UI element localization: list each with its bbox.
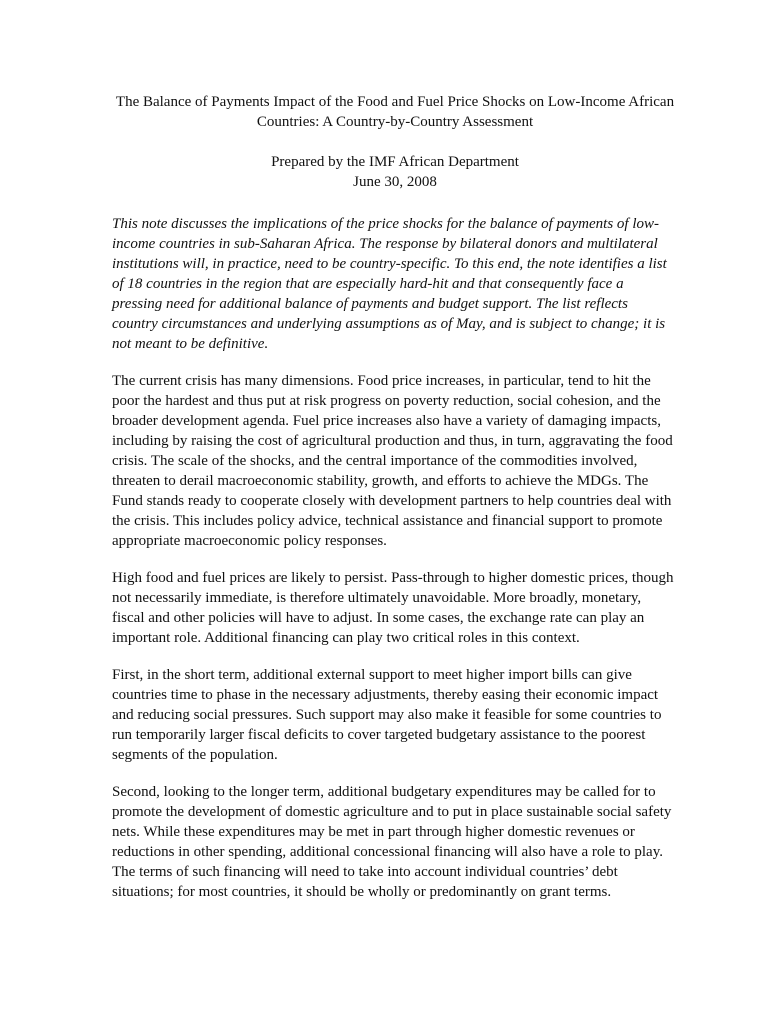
title-line-1: The Balance of Payments Impact of the Food and Fuel Price Shocks on Low-Income African [115, 94, 675, 110]
abstract-line: This note discusses the implications of the price shocks for the balance of payments of low- [112, 216, 660, 232]
paragraph-line: Fund stands ready to cooperate closely with development partners to help countries deal with [112, 493, 672, 509]
paragraph-line: broader development agenda. Fuel price increases also have a variety of damaging impacts, [112, 413, 661, 429]
body-paragraph-2 [112, 568, 678, 648]
paragraph-line: appropriate macroeconomic policy responses. [112, 533, 387, 549]
paragraph-line: The terms of such financing will need to take into account individual countries’ debt [112, 864, 618, 880]
abstract-line: pressing need for additional balance of payments and budget support. The list reflects [112, 296, 628, 312]
abstract-line: country circumstances and underlying assumptions as of May, and is subject to change; it is [112, 316, 666, 332]
paragraph-line: segments of the population. [112, 747, 278, 763]
paragraph-line: High food and fuel prices are likely to persist. Pass-through to higher domestic prices, though [112, 570, 674, 586]
body-paragraph-4 [112, 782, 678, 902]
paragraph-line: The current crisis has many dimensions. Food price increases, in particular, tend to hit the [112, 373, 651, 389]
prepared-by: Prepared by the IMF African Department [271, 154, 519, 170]
paragraph-line: poor the hardest and thus put at risk progress on poverty reduction, social cohesion, and the [112, 393, 661, 409]
paragraph-line: countries time to phase in the necessary adjustments, thereby easing their economic impact [112, 687, 659, 703]
document-date: June 30, 2008 [353, 174, 437, 190]
paragraph-line: threaten to derail macroeconomic stability, growth, and efforts to achieve the MDGs. The [112, 473, 649, 489]
paragraph-line: situations; for most countries, it should be wholly or predominantly on grant terms. [112, 884, 612, 900]
body-paragraph-3 [112, 665, 678, 765]
paragraph-line: the crisis. This includes policy advice, technical assistance and financial support to promote [112, 513, 663, 529]
abstract [112, 214, 678, 354]
paragraph-line: nets. While these expenditures may be met in part through higher domestic revenues or [112, 824, 635, 840]
abstract-line: income countries in sub-Saharan Africa. The response by bilateral donors and multilateral [112, 236, 658, 252]
paragraph-line: crisis. The scale of the shocks, and the central importance of the commodities involved, [112, 453, 638, 469]
paragraph-line: including by raising the cost of agricultural production and thus, in turn, aggravating the food [112, 433, 673, 449]
paragraph-line: fiscal and other policies will have to adjust. In some cases, the exchange rate can play an [112, 610, 645, 626]
paragraph-line: important role. Additional financing can play two critical roles in this context. [112, 630, 580, 646]
paragraph-line: not necessarily immediate, is therefore ultimately unavoidable. More broadly, monetary, [112, 590, 642, 606]
paragraph-line: First, in the short term, additional external support to meet higher import bills can give [112, 667, 632, 683]
paragraph-line: reductions in other spending, additional concessional financing will also have a role to play. [112, 844, 663, 860]
abstract-line: not meant to be definitive. [112, 336, 269, 352]
paragraph-line: promote the development of domestic agriculture and to put in place sustainable social safety [112, 804, 672, 820]
paragraph-line: run temporarily larger fiscal deficits to cover targeted budgetary assistance to the poorest [112, 727, 646, 743]
paragraph-line: and reducing social pressures. Such support may also make it feasible for some countries to [112, 707, 662, 723]
abstract-line: institutions will, in practice, need to be country-specific. To this end, the note identifies a list [112, 256, 667, 272]
title-line-2: Countries: A Country-by-Country Assessment [256, 114, 534, 130]
byline [112, 152, 678, 192]
body-paragraph-1 [112, 371, 678, 551]
document-title [112, 92, 678, 132]
abstract-line: of 18 countries in the region that are especially hard-hit and that consequently face a [112, 276, 624, 292]
paragraph-line: Second, looking to the longer term, additional budgetary expenditures may be called for to [112, 784, 656, 800]
